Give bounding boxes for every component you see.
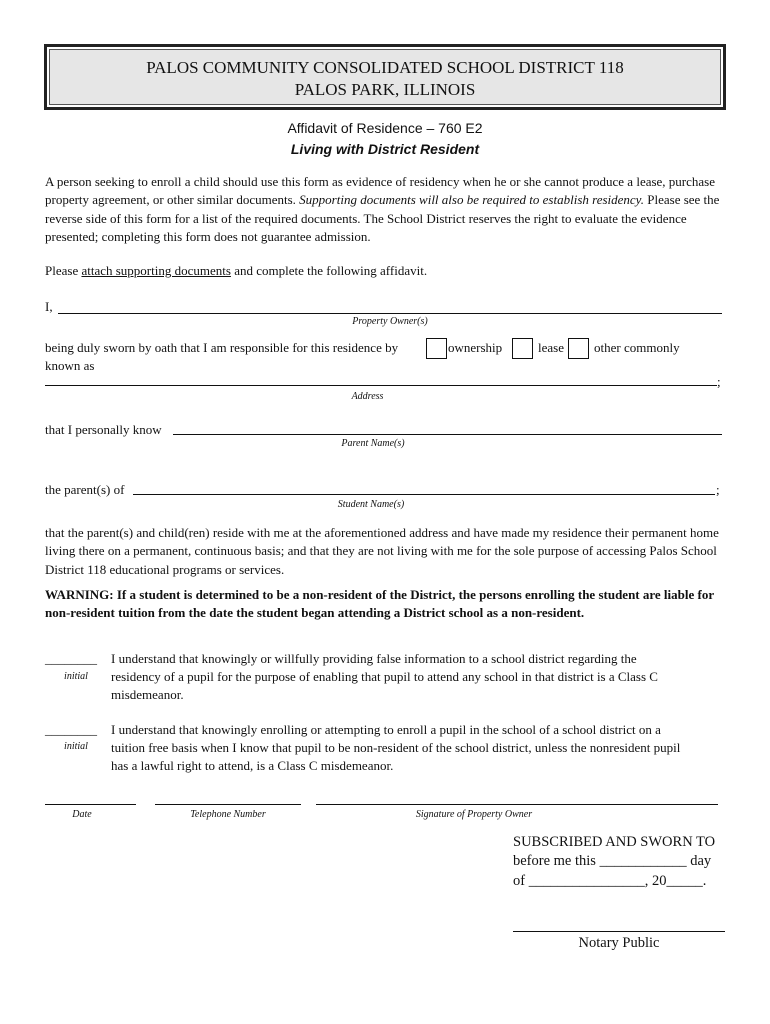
form-subtitle: Living with District Resident [290, 141, 480, 157]
ownership-label: ownership [448, 340, 503, 355]
telephone-field[interactable] [155, 804, 301, 805]
initial-caption-2: initial [64, 741, 88, 752]
warning-statement: WARNING: If a student is determined to be a non-resident of the District, the persons enrolling the student are liable for non-resident tuition from the date the student began attending a District school as a non-resident. [45, 587, 714, 621]
ownership-checkbox[interactable] [426, 338, 447, 359]
known-as-label: known as [45, 358, 95, 373]
district-name: PALOS COMMUNITY CONSOLIDATED SCHOOL DISTRICT 118 [146, 58, 624, 77]
initial-caption-1: initial [64, 671, 88, 682]
district-location: PALOS PARK, ILLINOIS [294, 80, 476, 99]
parent-prefix: that I personally know [45, 422, 162, 437]
property-owner-field[interactable] [58, 313, 722, 314]
notary-signature-field[interactable] [513, 931, 725, 932]
property-owner-caption: Property Owner(s) [352, 316, 428, 327]
intro-text-1: A person seeking to enroll a child should use this form as evidence of residency when he or she cannot produce a lease, purchase property agreement, or other similar documents. [45, 174, 716, 208]
date-field[interactable] [45, 804, 136, 805]
sworn-statement: being duly sworn by oath that I am responsible for this residence by [45, 340, 399, 355]
intro-paragraph [45, 173, 725, 246]
attach-documents-link: attach supporting documents [81, 263, 231, 278]
form-title: Affidavit of Residence – 760 E2 [287, 120, 483, 136]
initial-1-line-3: misdemeanor. [111, 687, 184, 702]
date-caption: Date [72, 809, 92, 820]
other-checkbox[interactable] [568, 338, 589, 359]
owner-signature-field[interactable] [316, 804, 718, 805]
residence-statement: that the parent(s) and child(ren) reside with me at the aforementioned address and have made my residence their permanent home living there on a permanent, continuous basis; and that they are not living with me for the sole purpose of accessing Palos School District 118 educational programs or services. [45, 525, 719, 577]
student-name-field[interactable] [133, 494, 715, 495]
initial-1-line-2: residency of a pupil for the purpose of enabling that pupil to attend any school in that district is a Class C [111, 669, 658, 684]
initial-blank-1[interactable]: ________ [45, 651, 97, 666]
lease-checkbox[interactable] [512, 338, 533, 359]
intro-text-italic: Supporting documents will also be required to establish residency. [299, 192, 644, 208]
student-prefix: the parent(s) of [45, 482, 125, 497]
district-header [44, 44, 726, 110]
telephone-caption: Telephone Number [190, 809, 266, 820]
notary-line-3: of ________________, 20_____. [513, 873, 707, 889]
address-field[interactable] [45, 385, 717, 386]
notary-line-1: SUBSCRIBED AND SWORN TO [513, 834, 716, 850]
address-semicolon: ; [717, 374, 721, 389]
lease-label: lease [538, 340, 564, 355]
intro-text-2: Please see the reverse side of this form for a list of the required documents. The School District reserves the right to evaluate the evidence presented; completing this form does not guarantee admission. [45, 192, 720, 244]
initial-blank-2[interactable]: ________ [45, 722, 97, 737]
other-label: other commonly [594, 340, 680, 355]
initial-2-line-1: I understand that knowingly enrolling or attempting to enroll a pupil in the school of a school district on a [111, 722, 661, 737]
initial-2-line-3: has a lawful right to attend, is a Class C misdemeanor. [111, 758, 394, 773]
address-caption: Address [351, 391, 384, 402]
initial-1-line-1: I understand that knowingly or willfully providing false information to a school district regarding the [111, 651, 637, 666]
attach-instruction [45, 262, 725, 280]
attach-before: Please [45, 263, 79, 278]
parent-name-caption: Parent Name(s) [341, 438, 405, 449]
owner-prefix: I, [45, 299, 53, 314]
student-semicolon: ; [716, 482, 720, 497]
notary-line-2: before me this ____________ day [513, 853, 712, 869]
owner-signature-caption: Signature of Property Owner [415, 809, 533, 820]
student-name-caption: Student Name(s) [337, 499, 405, 510]
initial-2-line-2: tuition free basis when I know that pupil to be non-resident of the school district, unless the nonresident pupil [111, 740, 681, 755]
parent-name-field[interactable] [173, 434, 722, 435]
notary-public-caption: Notary Public [578, 935, 660, 951]
attach-after: and complete the following affidavit. [234, 263, 428, 278]
